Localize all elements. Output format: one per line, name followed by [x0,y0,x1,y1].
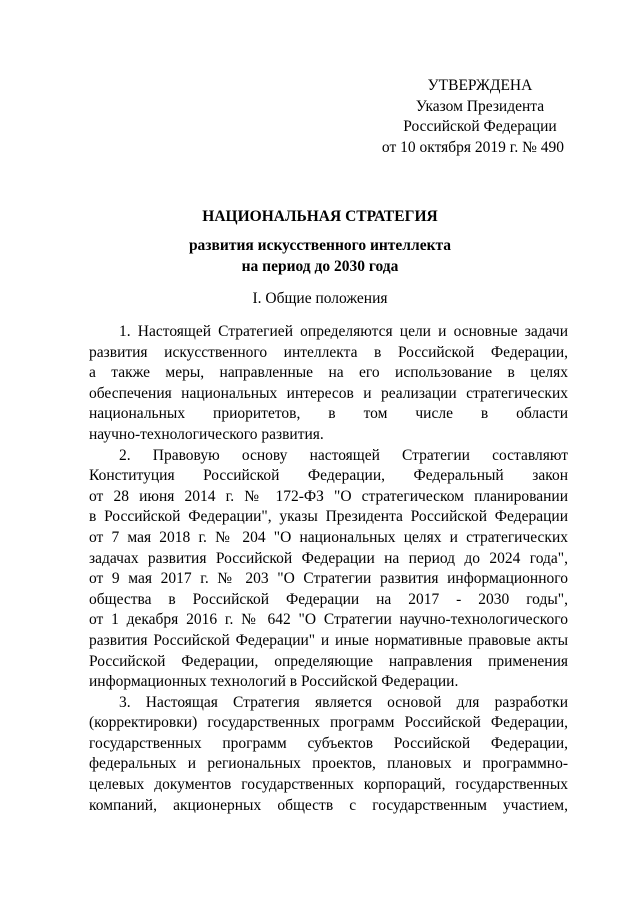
paragraph-line: Конституция Российской Федерации, Федеральный закон [89,467,568,485]
document-body [89,322,568,816]
paragraph-line: 2. Правовую основу настоящей Стратегии составляют [119,446,568,464]
paragraph-line: развития Российской Федерации" и иные нормативные правовые акты [89,631,568,649]
paragraph-line: обеспечения национальных интересов и реализации стратегических [89,384,568,402]
paragraph-line: 1. Настоящей Стратегией определяются цели и основные задачи [119,323,568,340]
paragraph-line: задачах развития Российской Федерации на период до 2024 года", [89,549,568,567]
paragraph-line: федеральных и региональных проектов, плановых и программно- [89,755,568,773]
paragraph-line: от 9 мая 2017 г. № 203 "О Стратегии развития информационного [89,570,568,588]
paragraph-line: научно-технологического развития. [89,425,324,443]
paragraph-line: от 7 мая 2018 г. № 204 "О национальных целях и стратегических [89,528,568,546]
paragraph-2 [89,446,568,693]
paragraph-3 [89,693,568,817]
subtitle-line-2: на период до 2030 года [241,257,399,275]
approval-country: Российской Федерации [403,118,557,135]
paragraph-line: в Российской Федерации", указы Президента Российской Федерации [89,508,568,526]
paragraph-line: информационных технологий в Российской Федерации. [89,673,459,691]
paragraph-line: а также меры, направленные на его использование в целях [89,364,568,382]
approval-block [380,76,580,158]
approval-by: Указом Президента [415,97,545,115]
paragraph-line: 3. Настоящая Стратегия является основой для разработки [119,693,568,711]
approval-status: УТВЕРЖДЕНА [427,77,533,94]
document-subtitle [0,236,640,277]
paragraph-line: компаний, акционерных обществ с государственным участием, [89,796,568,814]
paragraph-line: государственных программ субъектов Российской Федерации, [89,734,568,752]
paragraph-line: целевых документов государственных корпораций, государственных [89,776,568,794]
paragraph-line: Российской Федерации, определяющие направления применения [89,652,568,670]
paragraph-line: национальных приоритетов, в том числе в области [89,405,568,423]
paragraph-line: (корректировки) государственных программ Российской Федерации, [89,714,568,732]
section-heading: I. Общие положения [252,290,388,307]
paragraph-1 [89,322,568,446]
subtitle-line-1: развития искусственного интеллекта [188,237,452,254]
approval-date-number: от 10 октября 2019 г. № 490 [381,138,565,156]
paragraph-line: от 1 декабря 2016 г. № 642 "О Стратегии научно-технологического [89,611,568,629]
document-title: НАЦИОНАЛЬНАЯ СТРАТЕГИЯ [202,208,438,225]
paragraph-line: от 28 июня 2014 г. № 172-ФЗ "О стратегическом планировании [89,487,568,505]
paragraph-line: развития искусственного интеллекта в Российской Федерации, [89,343,568,361]
paragraph-line: общества в Российской Федерации на 2017 - 2030 годы", [89,590,568,608]
